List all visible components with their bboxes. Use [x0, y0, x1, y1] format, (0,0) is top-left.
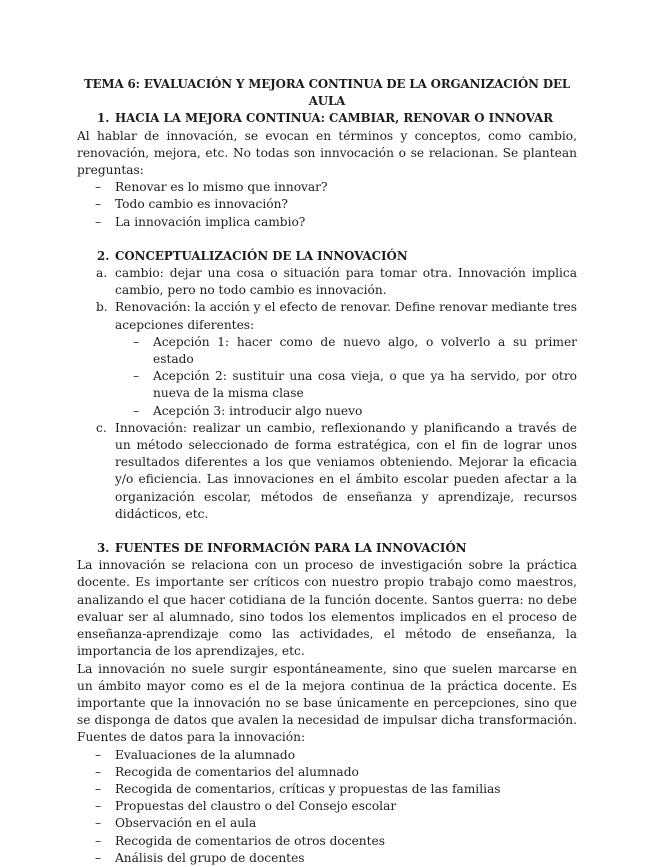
sub-list-item-text: Acepción 3: introducir algo nuevo: [153, 403, 363, 418]
section-heading-3: [77, 540, 577, 557]
section-3-paragraph-1: La innovación se relaciona con un proceso de investigación sobre la práctica docente. Es importante ser críticos con nuestro propio trabajo como maestros, analizando el que hacer cotidiana de la función docente. Santos guerra: no debe evaluar ser al alumnado, sino todos los elementos implicados en el proceso de enseñanza-aprendizaje como las actividades, el método de enseñanza, la importancia de los aprendizajes, etc.: [77, 558, 577, 659]
list-item: [77, 781, 577, 798]
item-marker: b.: [96, 300, 108, 315]
list-item-text: Recogida de comentarios del alumnado: [115, 764, 359, 779]
sub-list-item: [115, 403, 577, 420]
list-item-body: [115, 299, 577, 419]
dash-marker: –: [95, 799, 102, 814]
sub-list-item-text: Acepción 2: sustituir una cosa vieja, o que ya ha servido, por otro nueva de la misma clase: [153, 369, 577, 401]
list-item: [77, 196, 577, 213]
list-item-text: Todo cambio es innovación?: [115, 197, 288, 212]
dash-marker: –: [95, 781, 102, 796]
list-item: [77, 815, 577, 832]
sub-list-item: [115, 368, 577, 402]
section-title: CONCEPTUALIZACIÓN DE LA INNOVACIÓN: [115, 248, 408, 263]
section-number: 2.: [97, 248, 110, 263]
acepciones-list: [115, 334, 577, 420]
section-2-list: [77, 265, 577, 523]
dash-marker: –: [95, 747, 102, 762]
list-item: [77, 265, 577, 299]
sub-list-item: [115, 334, 577, 368]
list-item-text: Renovación: la acción y el efecto de renovar. Define renovar mediante tres acepciones diferentes:: [115, 300, 577, 332]
list-item-text: Recogida de comentarios de otros docentes: [115, 833, 386, 848]
dash-marker: –: [95, 833, 102, 848]
section-number: 3.: [97, 541, 110, 556]
list-item-text: Evaluaciones de la alumnado: [115, 747, 296, 762]
list-item-text: Innovación: realizar un cambio, reflexionando y planificando a través de un método seleccionado de forma estratégica, con el fin de lograr unos resultados diferentes a los que veniamos obteniendo. Mejorar la eficacia y/o eficiencia. Las innovaciones en el ámbito escolar pueden afectar a la organización escolar, métodos de enseñanza y aprendizaje, recursos didácticos, etc.: [115, 420, 577, 521]
dash-marker: –: [95, 197, 102, 212]
list-item: [77, 214, 577, 231]
section-number: 1.: [97, 111, 110, 126]
list-item: [77, 299, 577, 419]
section-title: HACIA LA MEJORA CONTINUA: CAMBIAR, RENOVAR O INNOVAR: [115, 111, 553, 126]
section-3-paragraph-2: La innovación no suele surgir espontáneamente, sino que suelen marcarse en un ámbito mayor como es el de la mejora continua de la práctica docente. Es importante que la innovación no se base únicamente en percepciones, sino que se disponga de datos que avalen la necesidad de impulsar dicha transformación. Fuentes de datos para la innovación:: [77, 661, 577, 745]
dash-marker: –: [95, 764, 102, 779]
section-1-list: [77, 179, 577, 231]
dash-marker: –: [95, 816, 102, 831]
item-marker: c.: [96, 420, 107, 435]
list-item: [77, 420, 577, 523]
section-heading-1: [77, 110, 577, 127]
page-title: TEMA 6: EVALUACIÓN Y MEJORA CONTINUA DE LA ORGANIZACIÓN DEL AULA: [83, 77, 571, 109]
dash-marker: –: [95, 850, 102, 865]
dash-marker: –: [95, 180, 102, 195]
dash-marker: –: [133, 334, 140, 349]
section-3-list: [77, 747, 577, 867]
list-item-text: Observación en el aula: [115, 816, 257, 831]
section-heading-2: [77, 248, 577, 265]
list-item-text: Propuestas del claustro o del Consejo escolar: [115, 799, 397, 814]
list-item: [77, 798, 577, 815]
list-item-text: Análisis del grupo de docentes: [115, 850, 305, 865]
list-item-text: Recogida de comentarios, críticas y propuestas de las familias: [115, 781, 501, 796]
list-item: [77, 179, 577, 196]
dash-marker: –: [133, 403, 140, 418]
list-item-text: cambio: dejar una cosa o situación para tomar otra. Innovación implica cambio, pero no todo cambio es innovación.: [115, 266, 577, 298]
dash-marker: –: [133, 369, 140, 384]
sub-list-item-text: Acepción 1: hacer como de nuevo algo, o volverlo a su primer estado: [153, 334, 577, 367]
section-title: FUENTES DE INFORMACIÓN PARA LA INNOVACIÓN: [115, 541, 467, 556]
list-item: [77, 764, 577, 781]
list-item: [77, 747, 577, 764]
list-item: [77, 833, 577, 850]
item-marker: a.: [96, 266, 108, 281]
dash-marker: –: [95, 214, 102, 229]
section-1-paragraph: Al hablar de innovación, se evocan en términos y conceptos, como cambio, renovación, mejora, etc. No todas son innvocación o se relacionan. Se plantean preguntas:: [77, 128, 577, 178]
list-item-text: La innovación implica cambio?: [115, 214, 306, 229]
list-item-text: Renovar es lo mismo que innovar?: [115, 180, 328, 195]
list-item: [77, 850, 577, 867]
